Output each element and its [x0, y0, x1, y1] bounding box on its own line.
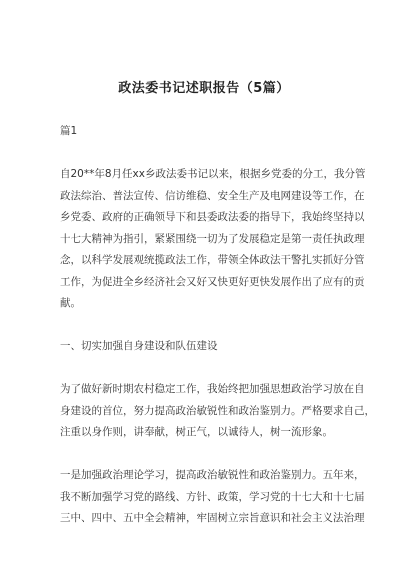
paragraph-2-line: 为了做好新时期农村稳定工作，我始终把加强思想政治学习放在自 [60, 383, 365, 395]
section-heading-1-text: 一、切实加强自身建设和队伍建设 [60, 340, 218, 352]
paragraph-2-line: 身建设的首位，努力提高政治敏锐性和政治鉴别力。严格要求自己， [60, 404, 375, 417]
paragraph-3-line: 我不断加强学习党的路线、方针、政策，学习党的十七大和十七届 [60, 490, 365, 503]
section-heading-1 [60, 336, 360, 358]
paragraph-1 [60, 164, 366, 315]
paragraph-2 [60, 379, 375, 444]
paragraph-3 [60, 465, 365, 530]
document-title: 政法委书记述职报告（5篇） [118, 81, 290, 96]
paragraph-1-line: 念，以科学发展观统揽政法工作，带领全体政法干警扎实抓好分管 [60, 254, 365, 266]
paragraph-1-line: 政法综治、普法宣传、信访维稳、安全生产及电网建设等工作，在 [60, 189, 365, 202]
part-label [60, 121, 360, 143]
paragraph-1-line: 自20**年8月任xx乡政法委书记以来，根据乡党委的分工，我分管 [60, 168, 366, 180]
paragraph-1-line: 工作，为促进全乡经济社会又好又快更好更快发展作出了应有的贡 [60, 275, 365, 288]
part-label-text: 篇1 [60, 125, 78, 137]
paragraph-1-line: 乡党委、政府的正确领导下和县委政法委的指导下，我始终坚持以 [60, 211, 365, 223]
paragraph-2-line: 注重以身作则，讲奉献，树正气，以诚待人，树一流形象。 [60, 426, 333, 438]
paragraph-1-line: 十七大精神为指引，紧紧围绕一切为了发展稳定是第一责任执政理 [60, 232, 365, 245]
paragraph-3-line: 一是加强政治理论学习，提高政治敏锐性和政治鉴别力。五年来， [60, 469, 365, 481]
paragraph-3-line: 三中、四中、五中全会精神，牢固树立宗旨意识和社会主义法治理 [60, 512, 365, 524]
paragraph-1-line: 献。 [60, 297, 81, 309]
